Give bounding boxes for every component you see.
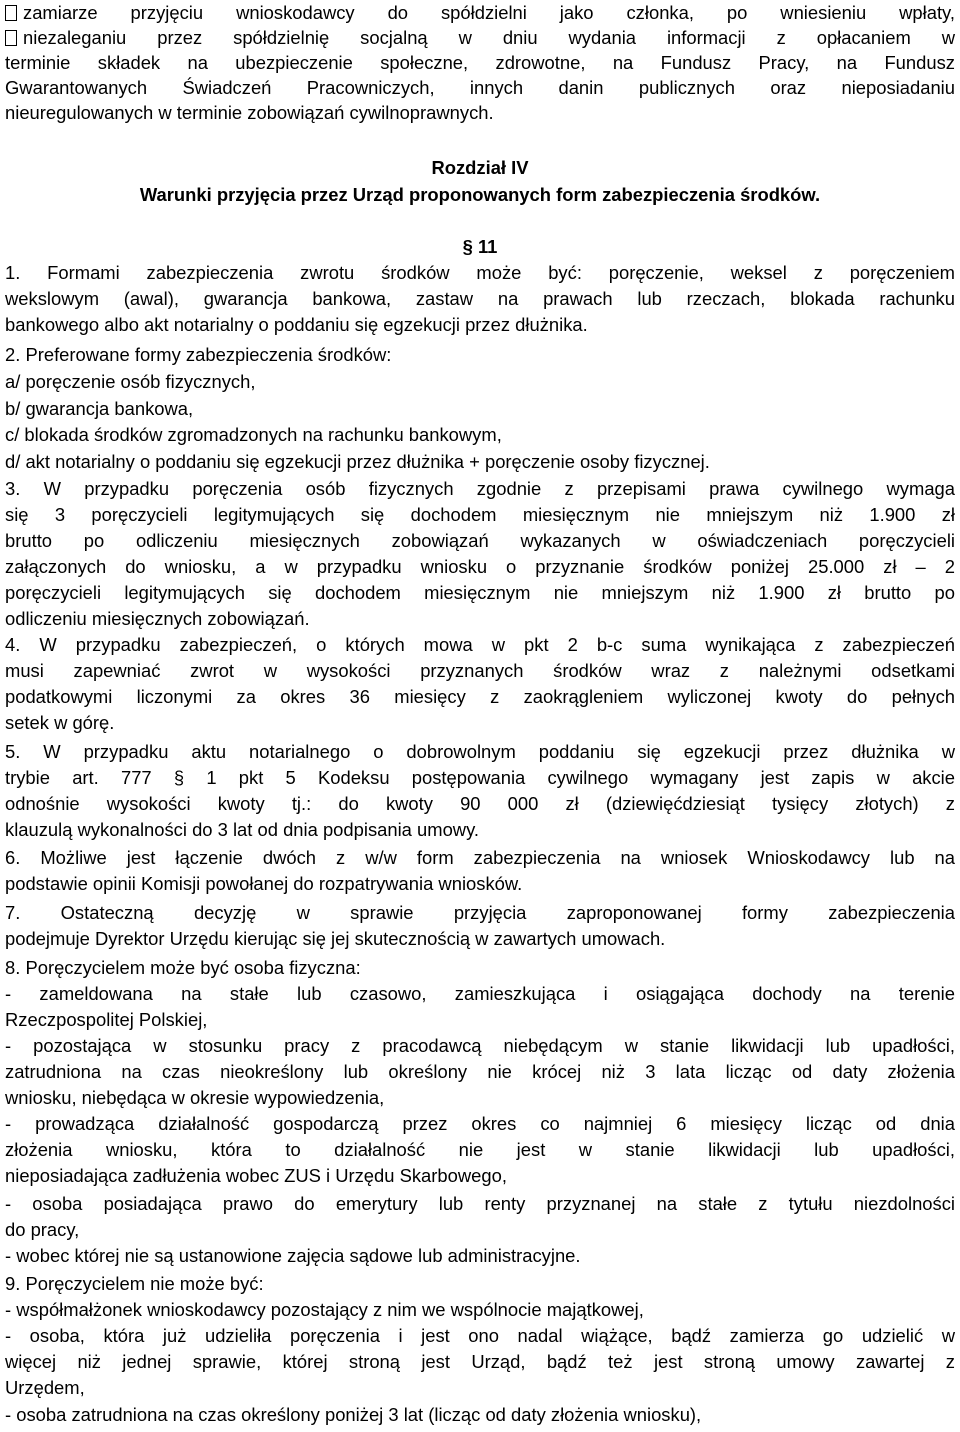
text-line: wniosku, niebędąca w okresie wypowiedzenia, <box>5 1087 385 1108</box>
text-line: - prowadząca działalność gospodarczą przez okres co najmniej 6 miesięcy licząc od dnia <box>5 1113 955 1134</box>
list-item: a/ poręczenie osób fizycznych, <box>5 371 256 392</box>
checkbox-glyph-icon <box>5 5 17 21</box>
text-line: - wobec której nie są ustanowione zajęcia sądowe lub administracyjne. <box>5 1245 581 1266</box>
text-line: - współmałżonek wnioskodawcy pozostający z nim we wspólnocie majątkowej, <box>5 1299 644 1320</box>
text-line: - osoba posiadająca prawo do emerytury lub renty przyznanej na stałe z tytułu niezdolności <box>5 1193 955 1214</box>
text-line: odnośnie wysokości kwoty tj.: do kwoty 90 000 zł (dziewięćdziesiąt tysięcy złotych) z <box>5 793 955 814</box>
text-line: brutto po odliczeniu miesięcznych zobowiązań wykazanych w oświadczeniach poręczycieli <box>5 530 955 551</box>
text-line: 4. W przypadku zabezpieczeń, o których mowa w pkt 2 b-c suma wynikająca z zabezpieczeń <box>5 634 955 655</box>
text-line: 3. W przypadku poręczenia osób fizycznych zgodnie z przepisami prawa cywilnego wymaga <box>5 478 955 499</box>
text-line: trybie art. 777 § 1 pkt 5 Kodeksu postępowania cywilnego wymagany jest zapis w akcie <box>5 767 955 788</box>
list-item: b/ gwarancja bankowa, <box>5 398 194 419</box>
text-line: podejmuje Dyrektor Urzędu kierując się jej skutecznością w zawartych umowach. <box>5 928 666 949</box>
text-line: - zameldowana na stałe lub czasowo, zamieszkująca i osiągająca dochody na terenie <box>5 983 955 1004</box>
text-line: zatrudniona na czas nieokreślony lub określony nie krócej niż 3 lata licząc od daty złożenia <box>5 1061 955 1082</box>
text-line: Urzędem, <box>5 1377 85 1398</box>
text-line: bankowego albo akt notarialny o poddaniu się egzekucji przez dłużnika. <box>5 314 588 335</box>
text-line: 2. Preferowane formy zabezpieczenia środków: <box>5 344 392 365</box>
text-line: wekslowym (awal), gwarancja bankowa, zastaw na prawach lub rzeczach, blokada rachunku <box>5 288 955 309</box>
text-line: 7. Ostateczną decyzję w sprawie przyjęcia zaproponowanej formy zabezpieczenia <box>5 902 955 923</box>
text-line: więcej niż jednej sprawie, której stroną jest Urząd, bądź też jest stroną umowy zawartej z <box>5 1351 955 1372</box>
text-line: podstawie opinii Komisji powołanej do rozpatrywania wniosków. <box>5 873 523 894</box>
text-line: odliczeniu miesięcznych zobowiązań. <box>5 608 310 629</box>
text-line: 1. Formami zabezpieczenia zwrotu środków może być: poręczenie, weksel z poręczeniem <box>5 262 955 283</box>
text-line: - osoba, która już udzieliła poręczenia i jest ono nadal wiążące, bądź zamierza go udzielić w <box>5 1325 955 1346</box>
text-line: 5. W przypadku aktu notarialnego o dobrowolnym poddaniu się egzekucji przez dłużnika w <box>5 741 955 762</box>
chapter-heading: Rozdział IV <box>431 157 529 178</box>
list-item: d/ akt notarialny o poddaniu się egzekucji przez dłużnika + poręczenie osoby fizycznej. <box>5 451 710 472</box>
text-line: 8. Poręczycielem może być osoba fizyczna: <box>5 957 361 978</box>
text-line: - osoba zatrudniona na czas określony poniżej 3 lat (licząc od daty złożenia wniosku), <box>5 1404 702 1425</box>
text-line: Rzeczpospolitej Polskiej, <box>5 1009 208 1030</box>
text-line: nieuregulowanych w terminie zobowiązań cywilnoprawnych. <box>5 102 494 123</box>
text-line: - pozostająca w stosunku pracy z pracodawcą niebędącym w stanie likwidacji lub upadłości, <box>5 1035 955 1056</box>
text-line: do pracy, <box>5 1219 80 1240</box>
checkbox-glyph-icon <box>5 30 17 46</box>
text-line: załączonych do wniosku, a w przypadku wniosku o przyznanie środków poniżej 25.000 zł – 2 <box>5 556 955 577</box>
text-line: terminie składek na ubezpieczenie społeczne, zdrowotne, na Fundusz Pracy, na Fundusz <box>5 52 955 73</box>
text-line: złożenia wniosku, która to działalność nie jest w stanie likwidacji lub upadłości, <box>5 1139 955 1160</box>
bullet-line: niezaleganiu przez spółdzielnię socjalną w dniu wydania informacji z opłacaniem w <box>5 25 955 51</box>
section-number: § 11 <box>462 236 498 257</box>
text-line: się 3 poręczycieli legitymujących się dochodem miesięcznym nie mniejszym niż 1.900 zł <box>5 504 955 525</box>
text-line: Gwarantowanych Świadczeń Pracowniczych, innych danin publicznych oraz nieposiadaniu <box>5 77 955 98</box>
list-item: c/ blokada środków zgromadzonych na rachunku bankowym, <box>5 424 502 445</box>
text-line: klauzulą wykonalności do 3 lat od dnia podpisania umowy. <box>5 819 480 840</box>
text-line: nieposiadająca zadłużenia wobec ZUS i Urzędu Skarbowego, <box>5 1165 507 1186</box>
text-line: 9. Poręczycielem nie może być: <box>5 1273 264 1294</box>
chapter-title: Warunki przyjęcia przez Urząd proponowanych form zabezpieczenia środków. <box>139 184 821 205</box>
text-line: podatkowymi liczonymi za okres 36 miesięcy z zaokrągleniem wyliczonej kwoty do pełnych <box>5 686 955 707</box>
text-line: setek w górę. <box>5 712 115 733</box>
bullet-line: zamiarze przyjęciu wnioskodawcy do spółdzielni jako członka, po wniesieniu wpłaty, <box>5 0 955 26</box>
text-line: 6. Możliwe jest łączenie dwóch z w/w form zabezpieczenia na wniosek Wnioskodawcy lub na <box>5 847 955 868</box>
text-line: musi zapewniać zwrot w wysokości przyznanych środków wraz z należnymi odsetkami <box>5 660 955 681</box>
text-line: poręczycieli legitymujących się dochodem miesięcznym nie mniejszym niż 1.900 zł brutto po <box>5 582 955 603</box>
